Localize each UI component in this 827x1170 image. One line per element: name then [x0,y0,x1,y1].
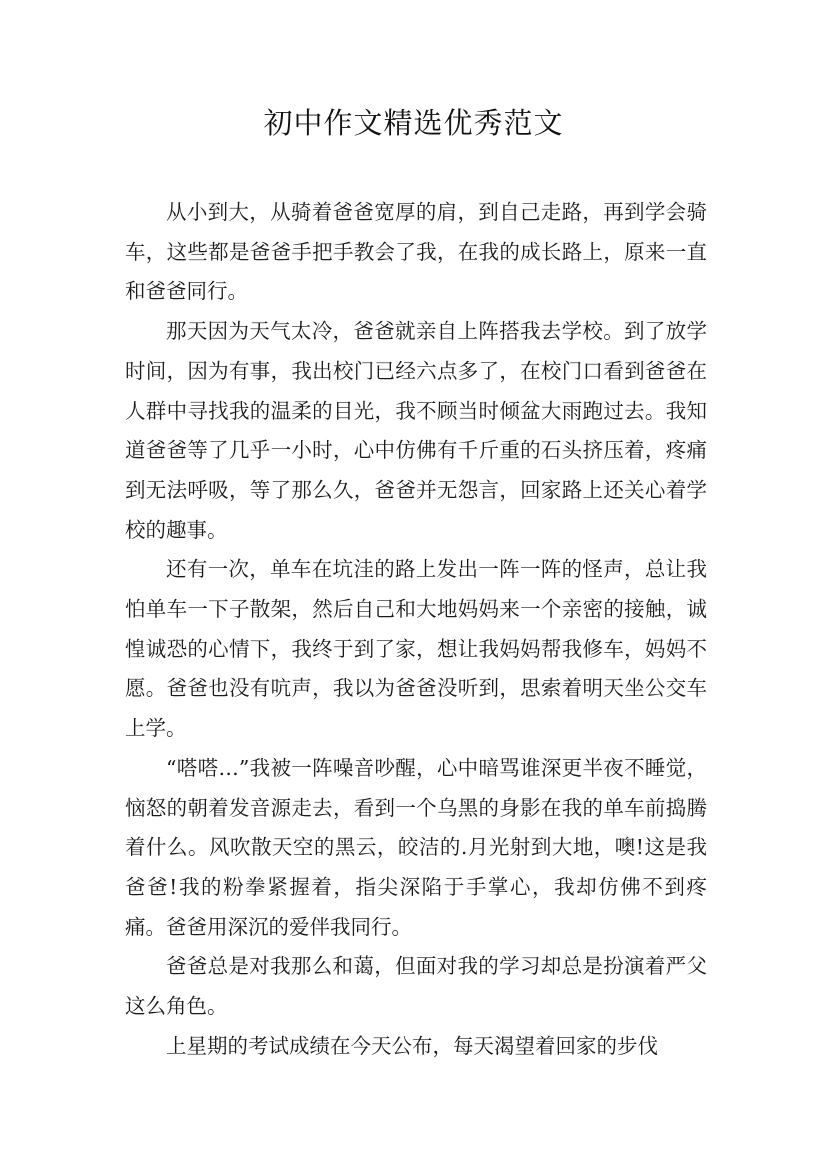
document-title: 初中作文精选优秀范文 [263,106,564,140]
paragraph-6: 上星期的考试成绩在今天公布，每天渴望着回家的步伐 [166,1033,658,1058]
paragraph-5: 爸爸总是对我那么和蔼，但面对我的学习却总是扮演着严父这么角色。 [125,954,707,1019]
paragraph-1: 从小到大，从骑着爸爸宽厚的肩，到自己走路，再到学会骑车，这些都是爸爸手把手教会了我，在我的成长路上，原来一直和爸爸同行。 [125,200,707,304]
paragraph-2: 那天因为天气太冷，爸爸就亲自上阵搭我去学校。到了放学时间，因为有事，我出校门已经六点多了，在校门口看到爸爸在人群中寻找我的温柔的目光，我不顾当时倾盆大雨跑过去。我知道爸爸等了几乎一小时，心中仿佛有千斤重的石头挤压着，疼痛到无法呼吸，等了那么久，爸爸并无怨言，回家路上还关心着学校的趣事。 [125,319,707,542]
document-body [125,193,707,1066]
paragraph-4: “嗒嗒…”我被一阵噪音吵醒，心中暗骂谁深更半夜不睡觉，恼怒的朝着发音源走去，看到一个乌黑的身影在我的单车前捣腾着什么。风吹散天空的黑云，皎洁的.月光射到大地，噢!这是我爸爸!我的粉拳紧握着，指尖深陷于手掌心，我却仿佛不到疼痛。爸爸用深沉的爱伴我同行。 [125,755,707,939]
paragraph-3: 还有一次，单车在坑洼的路上发出一阵一阵的怪声，总让我怕单车一下子散架，然后自己和大地妈妈来一个亲密的接触，诚惶诚恐的心情下，我终于到了家，想让我妈妈帮我修车，妈妈不愿。爸爸也没有吭声，我以为爸爸没听到，思索着明天坐公交车上学。 [125,557,707,741]
